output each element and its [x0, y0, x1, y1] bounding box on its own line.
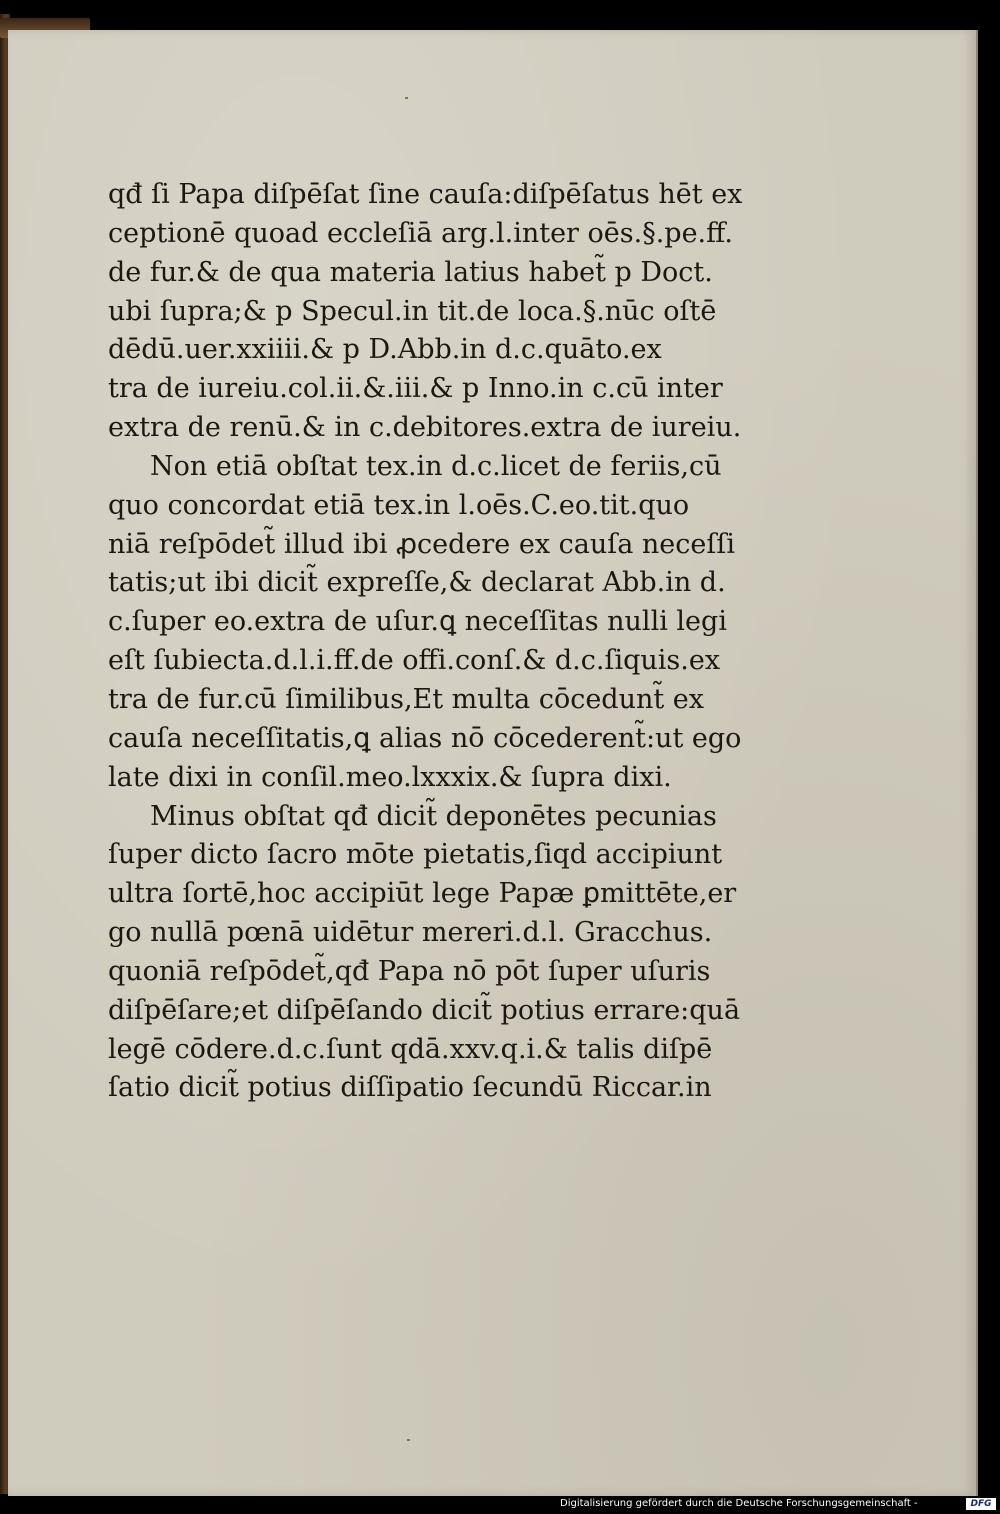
dfg-logo: DFG: [966, 1498, 996, 1510]
text-line: eſt ſubiecta.d.l.i.ff.de offi.conſ.& d.c.ſiquis.ex: [108, 645, 721, 677]
text-line: ſuper dicto ſacro mōte pietatis,ſiqd accipiunt: [108, 839, 723, 871]
text-line: quo concordat etiā tex.in l.oēs.C.eo.tit.quo: [108, 489, 690, 521]
text-line: legē cōdere.d.c.ſunt qdā.xxv.q.i.& talis diſpē: [108, 1033, 713, 1065]
text-line: ſatio dicit̃ potius diſſipatio ſecundū Riccar.in: [108, 1072, 712, 1104]
text-line: tatis;ut ibi dicit̃ expreſſe,& declarat Abb.in d.: [108, 567, 726, 599]
text-line: ultra ſortē,hoc accipiūt lege Papæ ꝑmittēte,er: [108, 878, 737, 910]
text-line: dēdū.uer.xxiiii.& p D.Abb.in d.c.quāto.ex: [108, 334, 662, 366]
text-line: Non etiā obſtat tex.in d.c.licet de feriis,cū: [150, 450, 722, 482]
text-line: niā reſpōdet̃ illud ibi ꝓcedere ex cauſa neceſſi: [108, 528, 736, 560]
ink-speck: [405, 97, 408, 99]
text-line: ceptionē quoad eccleſiā arg.l.inter oēs.§.pe.ff.: [108, 217, 733, 249]
text-line: ubi ſupra;& p Specul.in tit.de loca.§.nūc oſtē: [108, 295, 717, 327]
digitization-credit: Digitalisierung gefördert durch die Deutsche Forschungsgemeinschaft -: [560, 1498, 918, 1509]
text-line: late dixi in conſil.meo.lxxxix.& ſupra dixi.: [108, 761, 672, 793]
text-line: extra de renū.& in c.debitores.extra de iureiu.: [108, 412, 742, 444]
text-line: go nullā pœnā uidētur mereri.d.l. Gracchus.: [108, 917, 713, 949]
text-line: tra de iureiu.col.ii.&.iii.& p Inno.in c.cū inter: [108, 373, 723, 405]
text-block: [108, 176, 743, 1108]
text-line: tra de fur.cū ſimilibus,Et multa cōcedunt̃ ex: [108, 683, 705, 715]
text-line: Minus obſtat qđ dicit̃ deponētes pecunias: [150, 800, 717, 832]
text-line: quoniā reſpōdet̃,qđ Papa nō pōt ſuper uſuris: [108, 955, 711, 987]
text-line: qđ ſi Papa diſpēſat ſine cauſa:diſpēſatus hēt ex: [108, 179, 743, 210]
text-line: c.ſuper eo.extra de uſur.ꝗ neceſſitas nulli legi: [108, 606, 727, 638]
text-line: cauſa neceſſitatis,ꝗ alias nō cōcederent̃:ut ego: [108, 722, 742, 754]
text-line: de fur.& de qua materia latius habet̃ p Doct.: [108, 256, 713, 288]
text-line: diſpēſare;et diſpēſando dicit̃ potius errare:quā: [108, 994, 741, 1026]
ink-speck: [407, 1439, 410, 1441]
